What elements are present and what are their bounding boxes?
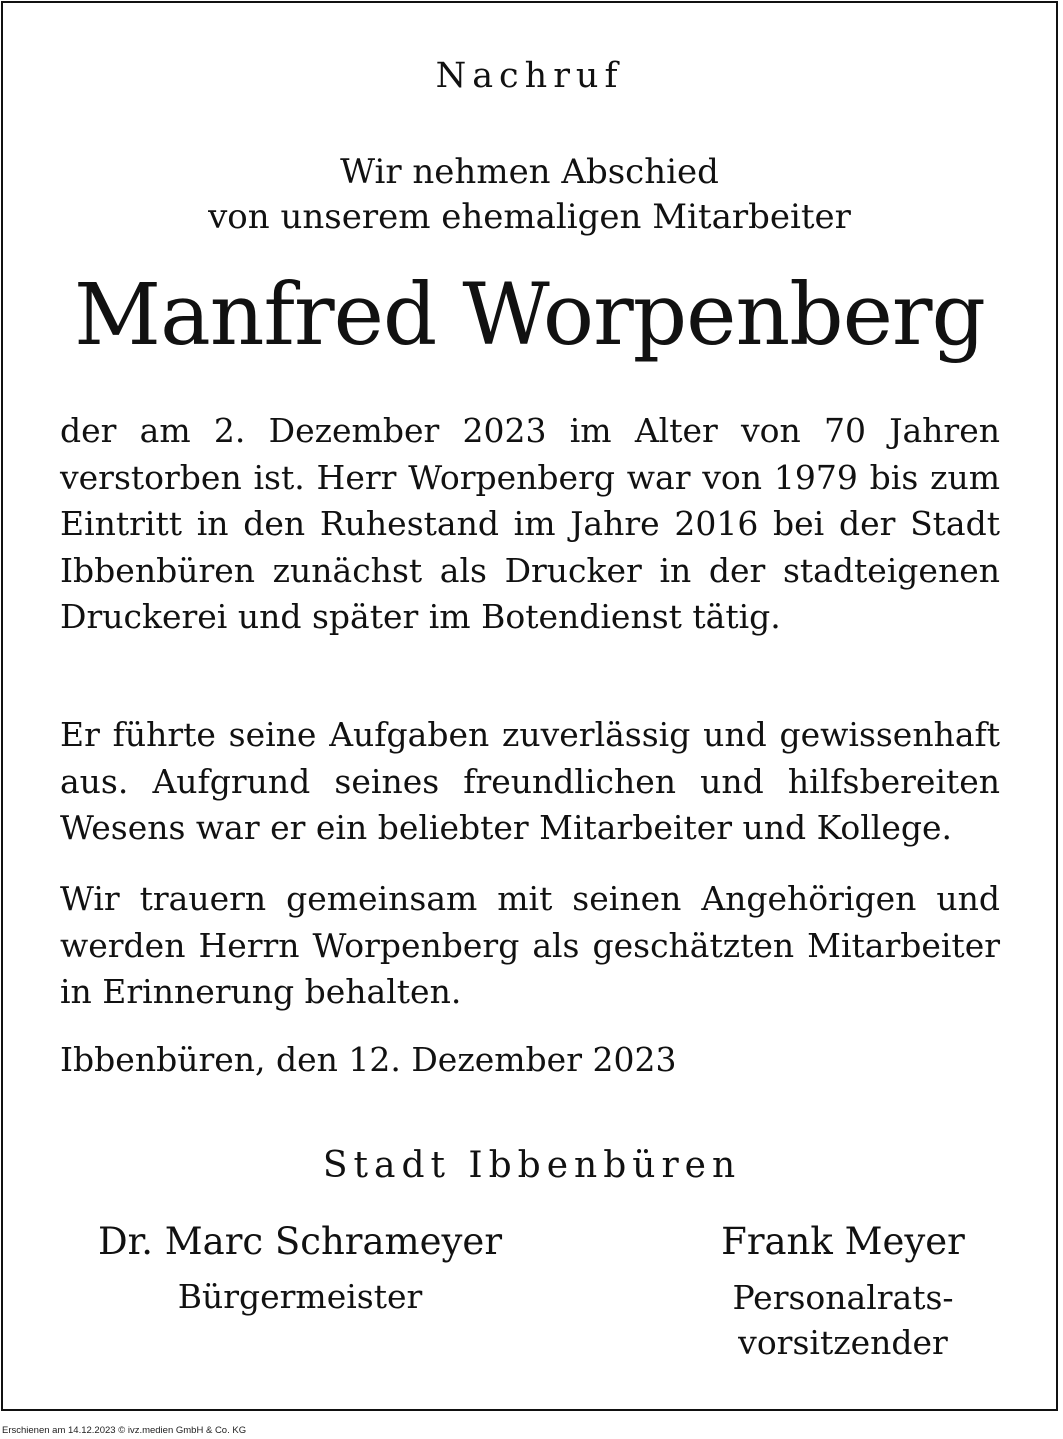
signatory-council-name: Frank Meyer	[721, 1220, 965, 1263]
paragraph-mourning: Wir trauern gemeinsam mit seinen Angehörigen und werden Herrn Worpenberg als geschätzten Mitarbeiter in Erinnerung behalten.	[60, 879, 1000, 1011]
paragraph-biography: der am 2. Dezember 2023 im Alter von 70 Jahren verstorben ist. Herr Worpenberg war von 1979 bis zum Eintritt in den Ruhestand im Jahre 2016 bei der Stadt Ibbenbüren zunächst als Drucker in der stadteigenen Druckerei und später im Botendienst tätig.	[60, 411, 1000, 636]
signatory-council-role-line-2: vorsitzender	[738, 1323, 948, 1362]
intro-line-1: Wir nehmen Abschied	[340, 152, 719, 192]
signatory-council-role-line-1: Personalrats-	[732, 1278, 954, 1317]
deceased-name: Manfred Worpenberg	[74, 266, 985, 365]
notice-heading: Nachruf	[435, 56, 624, 96]
signatory-mayor-role: Bürgermeister	[177, 1277, 423, 1316]
intro-line-2: von unserem ehemaligen Mitarbeiter	[208, 197, 851, 237]
place-and-date: Ibbenbüren, den 12. Dezember 2023	[60, 1040, 677, 1079]
publication-note: Erschienen am 14.12.2023 © ivz.medien GmbH & Co. KG	[2, 1425, 247, 1436]
signatory-mayor-name: Dr. Marc Schrameyer	[97, 1220, 503, 1263]
organization-name: Stadt Ibbenbüren	[322, 1145, 742, 1186]
paragraph-character: Er führte seine Aufgaben zuverlässig und gewissenhaft aus. Aufgrund seines freundlichen und hilfsbereiten Wesens war er ein beliebter Mitarbeiter und Kollege.	[60, 715, 1000, 847]
